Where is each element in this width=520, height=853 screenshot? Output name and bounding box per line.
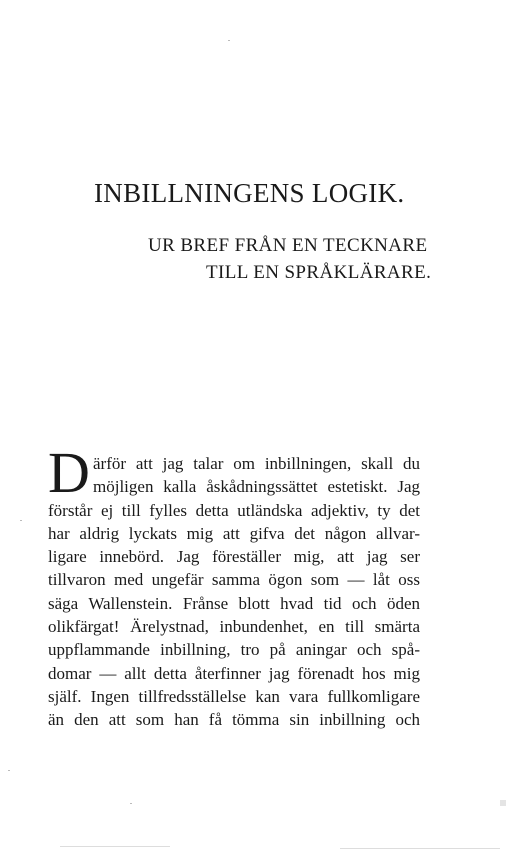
speck — [500, 800, 506, 806]
speck — [20, 520, 22, 521]
text-line: förstår ej till fylles detta utländska adjektiv, ty det — [48, 500, 420, 520]
speck — [228, 40, 230, 41]
text-line: själf. Ingen tillfredsställelse kan vara fullkomligare — [48, 686, 420, 706]
text-line: möjligen kalla åskådningssättet estetiskt. Jag — [93, 477, 420, 497]
text-line: ligare innebörd. Jag föreställer mig, att jag ser — [48, 547, 420, 567]
text-line: än den att som han få tömma sin inbillning och — [48, 710, 420, 730]
drop-cap: D — [48, 440, 90, 505]
text-line: uppflammande inbillning, tro på aningar och spå- — [48, 640, 420, 660]
speck — [8, 770, 10, 771]
text-line: tillvaron med ungefär samma ögon som — låt oss — [48, 570, 420, 590]
text-line: olikfärgat! Ärelystnad, inbundenhet, en till smärta — [48, 617, 420, 637]
chapter-subtitle-line-1: UR BREF FRÅN EN TECKNARE — [148, 235, 428, 256]
speck — [60, 846, 170, 847]
speck — [130, 803, 132, 804]
speck — [340, 848, 500, 849]
text-line: säga Wallenstein. Frånse blott hvad tid och öden — [48, 593, 420, 613]
text-line: domar — allt detta återfinner jag förenadt hos mig — [48, 663, 420, 683]
chapter-subtitle-line-2: TILL EN SPRÅKLÄRARE. — [206, 262, 432, 283]
text-line: ärför att jag talar om inbillningen, skall du — [93, 454, 420, 473]
chapter-title: INBILLNINGENS LOGIK. — [94, 178, 405, 208]
text-line: har aldrig lyckats mig att gifva det någon allvar- — [48, 523, 420, 543]
body-paragraph — [48, 452, 420, 732]
